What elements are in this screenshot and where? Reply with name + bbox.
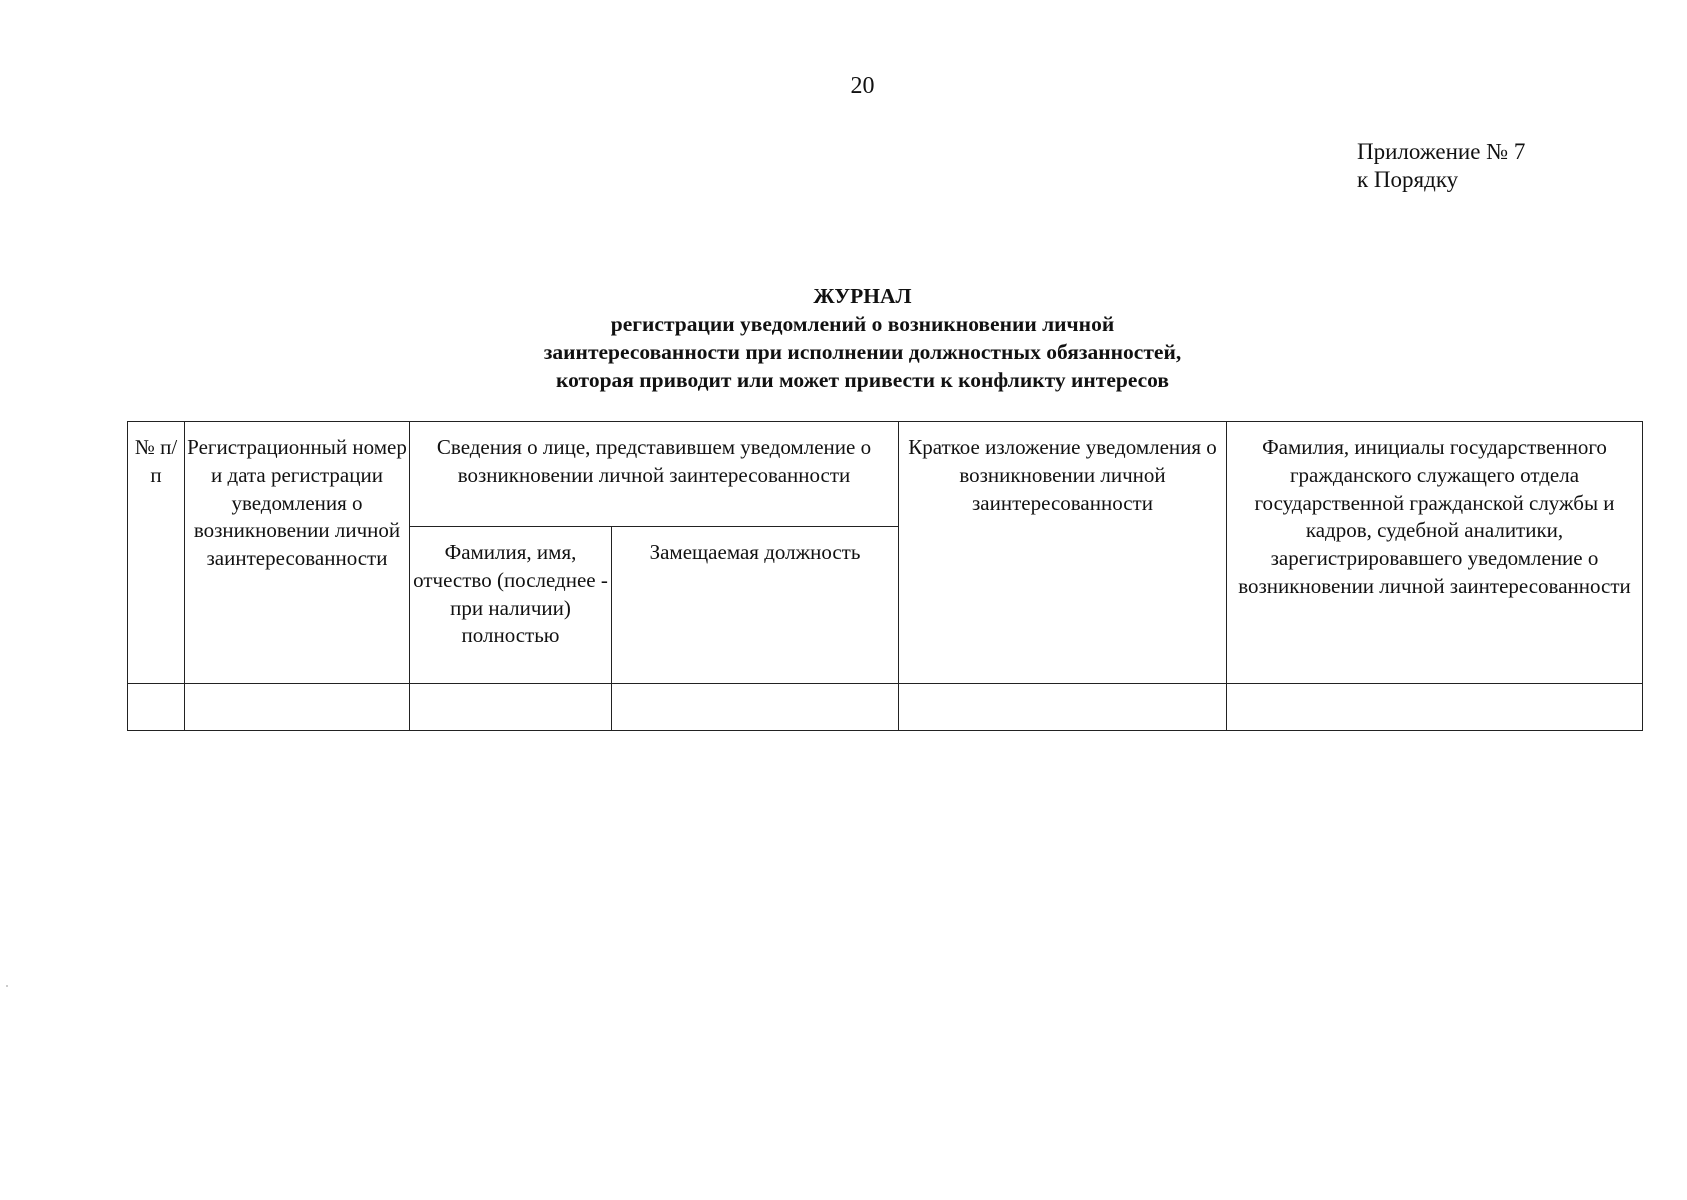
table-row bbox=[128, 684, 1643, 731]
appendix-note bbox=[1357, 138, 1657, 194]
header-registrar: Фамилия, инициалы государственного гражданского служащего отдела государственной гражданской службы и кадров, судебной аналитики, зарегистрировавшего уведомление о возникновении личной заинтересованности bbox=[1227, 422, 1643, 684]
table-cell bbox=[128, 684, 185, 731]
appendix-reference: к Порядку bbox=[1357, 167, 1459, 192]
title-line-2: заинтересованности при исполнении должностных обязанностей, bbox=[543, 340, 1182, 364]
title-heading: ЖУРНАЛ bbox=[813, 284, 912, 308]
header-summary: Краткое изложение уведомления о возникновении личной заинтересованности bbox=[899, 422, 1227, 684]
table-cell bbox=[899, 684, 1227, 731]
page-number: 20 bbox=[850, 73, 875, 99]
table-cell bbox=[185, 684, 410, 731]
subheader-position: Замещаемая должность bbox=[612, 527, 899, 684]
header-person-info: Сведения о лице, представившем уведомление о возникновении личной заинтересованности bbox=[410, 422, 899, 527]
table-cell bbox=[612, 684, 899, 731]
header-number: № п/п bbox=[128, 422, 185, 684]
appendix-number: Приложение № 7 bbox=[1357, 139, 1526, 164]
table-cell bbox=[410, 684, 612, 731]
journal-table bbox=[127, 421, 1643, 731]
scan-speck bbox=[6, 985, 8, 987]
table-cell bbox=[1227, 684, 1643, 731]
title-line-3: которая приводит или может привести к конфликту интересов bbox=[555, 368, 1170, 392]
title-line-1: регистрации уведомлений о возникновении личной bbox=[610, 312, 1115, 336]
table-header-row bbox=[128, 422, 1643, 527]
subheader-full-name: Фамилия, имя, отчество (последнее - при наличии) полностью bbox=[410, 527, 612, 684]
header-registration: Регистрационный номер и дата регистрации уведомления о возникновении личной заинтересованности bbox=[185, 422, 410, 684]
document-title bbox=[300, 282, 1425, 394]
